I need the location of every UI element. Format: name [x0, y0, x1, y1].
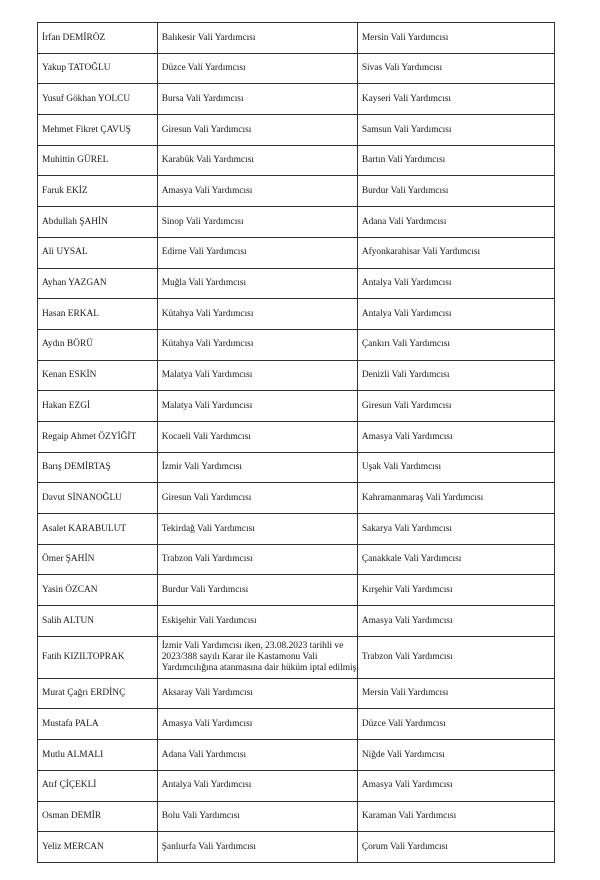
current-post-cell: Kütahya Vali Yardımcısı [157, 329, 357, 360]
current-post-cell: Antalya Vali Yardımcısı [157, 770, 357, 801]
name-cell: Davut SİNANOĞLU [38, 483, 158, 514]
current-post-cell: Edirne Vali Yardımcısı [157, 237, 357, 268]
current-post-cell: Eskişehir Vali Yardımcısı [157, 606, 357, 637]
table-row [38, 207, 555, 238]
new-post-cell: Kayseri Vali Yardımcısı [357, 84, 554, 115]
table-row [38, 575, 555, 606]
current-post-cell: Bolu Vali Yardımcısı [157, 801, 357, 832]
new-post-cell: Burdur Vali Yardımcısı [357, 176, 554, 207]
new-post-cell: Antalya Vali Yardımcısı [357, 299, 554, 330]
table-row [38, 237, 555, 268]
name-cell: Ali UYSAL [38, 237, 158, 268]
current-post-cell: Amasya Vali Yardımcısı [157, 709, 357, 740]
name-cell: İrfan DEMİRÖZ [38, 23, 158, 54]
name-cell: Aydın BÖRÜ [38, 329, 158, 360]
table-row [38, 299, 555, 330]
new-post-cell: Giresun Vali Yardımcısı [357, 391, 554, 422]
name-cell: Fatih KIZILTOPRAK [38, 636, 158, 678]
current-post-cell: İzmir Vali Yardımcısı [157, 452, 357, 483]
new-post-cell: Düzce Vali Yardımcısı [357, 709, 554, 740]
new-post-cell: Samsun Vali Yardımcısı [357, 115, 554, 146]
table-row [38, 709, 555, 740]
new-post-cell: Niğde Vali Yardımcısı [357, 740, 554, 771]
name-cell: Faruk EKİZ [38, 176, 158, 207]
table-row [38, 606, 555, 637]
new-post-cell: Denizli Vali Yardımcısı [357, 360, 554, 391]
name-cell: Muhittin GÜREL [38, 145, 158, 176]
new-post-cell: Çankırı Vali Yardımcısı [357, 329, 554, 360]
table-row [38, 483, 555, 514]
table-row [38, 145, 555, 176]
new-post-cell: Sivas Vali Yardımcısı [357, 53, 554, 84]
current-post-cell: Giresun Vali Yardımcısı [157, 115, 357, 146]
new-post-cell: Çorum Vali Yardımcısı [357, 832, 554, 863]
name-cell: Mustafa PALA [38, 709, 158, 740]
table-row [38, 801, 555, 832]
current-post-cell: Adana Vali Yardımcısı [157, 740, 357, 771]
name-cell: Yakup TATOĞLU [38, 53, 158, 84]
new-post-cell: Trabzon Vali Yardımcısı [357, 636, 554, 678]
current-post-cell: Muğla Vali Yardımcısı [157, 268, 357, 299]
table-row [38, 514, 555, 545]
table-row [38, 23, 555, 54]
current-post-cell: Kütahya Vali Yardımcısı [157, 299, 357, 330]
table-row [38, 421, 555, 452]
current-post-cell: Amasya Vali Yardımcısı [157, 176, 357, 207]
new-post-cell: Karaman Vali Yardımcısı [357, 801, 554, 832]
table-row [38, 360, 555, 391]
table-row [38, 636, 555, 678]
table-row [38, 770, 555, 801]
name-cell: Salih ALTUN [38, 606, 158, 637]
name-cell: Mutlu ALMALI [38, 740, 158, 771]
name-cell: Atıf ÇİÇEKLİ [38, 770, 158, 801]
current-post-cell: Malatya Vali Yardımcısı [157, 391, 357, 422]
name-cell: Asalet KARABULUT [38, 514, 158, 545]
table-row [38, 678, 555, 709]
table-row [38, 832, 555, 863]
current-post-cell: Tekirdağ Vali Yardımcısı [157, 514, 357, 545]
current-post-cell: Düzce Vali Yardımcısı [157, 53, 357, 84]
current-post-cell: Bursa Vali Yardımcısı [157, 84, 357, 115]
name-cell: Regaip Ahmet ÖZYİĞİT [38, 421, 158, 452]
current-post-cell: Giresun Vali Yardımcısı [157, 483, 357, 514]
new-post-cell: Uşak Vali Yardımcısı [357, 452, 554, 483]
new-post-cell: Adana Vali Yardımcısı [357, 207, 554, 238]
new-post-cell: Afyonkarahisar Vali Yardımcısı [357, 237, 554, 268]
name-cell: Barış DEMİRTAŞ [38, 452, 158, 483]
new-post-cell: Antalya Vali Yardımcısı [357, 268, 554, 299]
name-cell: Ayhan YAZGAN [38, 268, 158, 299]
name-cell: Osman DEMİR [38, 801, 158, 832]
name-cell: Yeliz MERCAN [38, 832, 158, 863]
new-post-cell: Amasya Vali Yardımcısı [357, 770, 554, 801]
table-row [38, 268, 555, 299]
name-cell: Yusuf Gökhan YOLCU [38, 84, 158, 115]
table-row [38, 740, 555, 771]
table-row [38, 84, 555, 115]
new-post-cell: Mersin Vali Yardımcısı [357, 23, 554, 54]
current-post-cell: Karabük Vali Yardımcısı [157, 145, 357, 176]
current-post-cell: Balıkesir Vali Yardımcısı [157, 23, 357, 54]
new-post-cell: Bartın Vali Yardımcısı [357, 145, 554, 176]
appointment-table [37, 22, 555, 863]
new-post-cell: Çanakkale Vali Yardımcısı [357, 544, 554, 575]
new-post-cell: Mersin Vali Yardımcısı [357, 678, 554, 709]
new-post-cell: Kırşehir Vali Yardımcısı [357, 575, 554, 606]
table-row [38, 544, 555, 575]
table-row [38, 115, 555, 146]
name-cell: Abdullah ŞAHİN [38, 207, 158, 238]
current-post-cell: Malatya Vali Yardımcısı [157, 360, 357, 391]
table-row [38, 176, 555, 207]
current-post-cell: İzmir Vali Yardımcısı iken, 23.08.2023 tarihli ve 2023/388 sayılı Karar ile Kastamonu Vali Yardımcılığına atanmasına dair hüküm iptal edilmiş [157, 636, 357, 678]
new-post-cell: Sakarya Vali Yardımcısı [357, 514, 554, 545]
new-post-cell: Kahramanmaraş Vali Yardımcısı [357, 483, 554, 514]
table-row [38, 452, 555, 483]
new-post-cell: Amasya Vali Yardımcısı [357, 606, 554, 637]
name-cell: Kenan ESKİN [38, 360, 158, 391]
current-post-cell: Aksaray Vali Yardımcısı [157, 678, 357, 709]
name-cell: Hasan ERKAL [38, 299, 158, 330]
name-cell: Yasin ÖZCAN [38, 575, 158, 606]
new-post-cell: Amasya Vali Yardımcısı [357, 421, 554, 452]
current-post-cell: Burdur Vali Yardımcısı [157, 575, 357, 606]
current-post-cell: Şanlıurfa Vali Yardımcısı [157, 832, 357, 863]
name-cell: Hakan EZGİ [38, 391, 158, 422]
name-cell: Mehmet Fikret ÇAVUŞ [38, 115, 158, 146]
current-post-cell: Sinop Vali Yardımcısı [157, 207, 357, 238]
name-cell: Murat Çağrı ERDİNÇ [38, 678, 158, 709]
current-post-cell: Kocaeli Vali Yardımcısı [157, 421, 357, 452]
table-row [38, 53, 555, 84]
current-post-cell: Trabzon Vali Yardımcısı [157, 544, 357, 575]
table-row [38, 391, 555, 422]
appointment-table-body [38, 23, 555, 863]
table-row [38, 329, 555, 360]
name-cell: Ömer ŞAHİN [38, 544, 158, 575]
